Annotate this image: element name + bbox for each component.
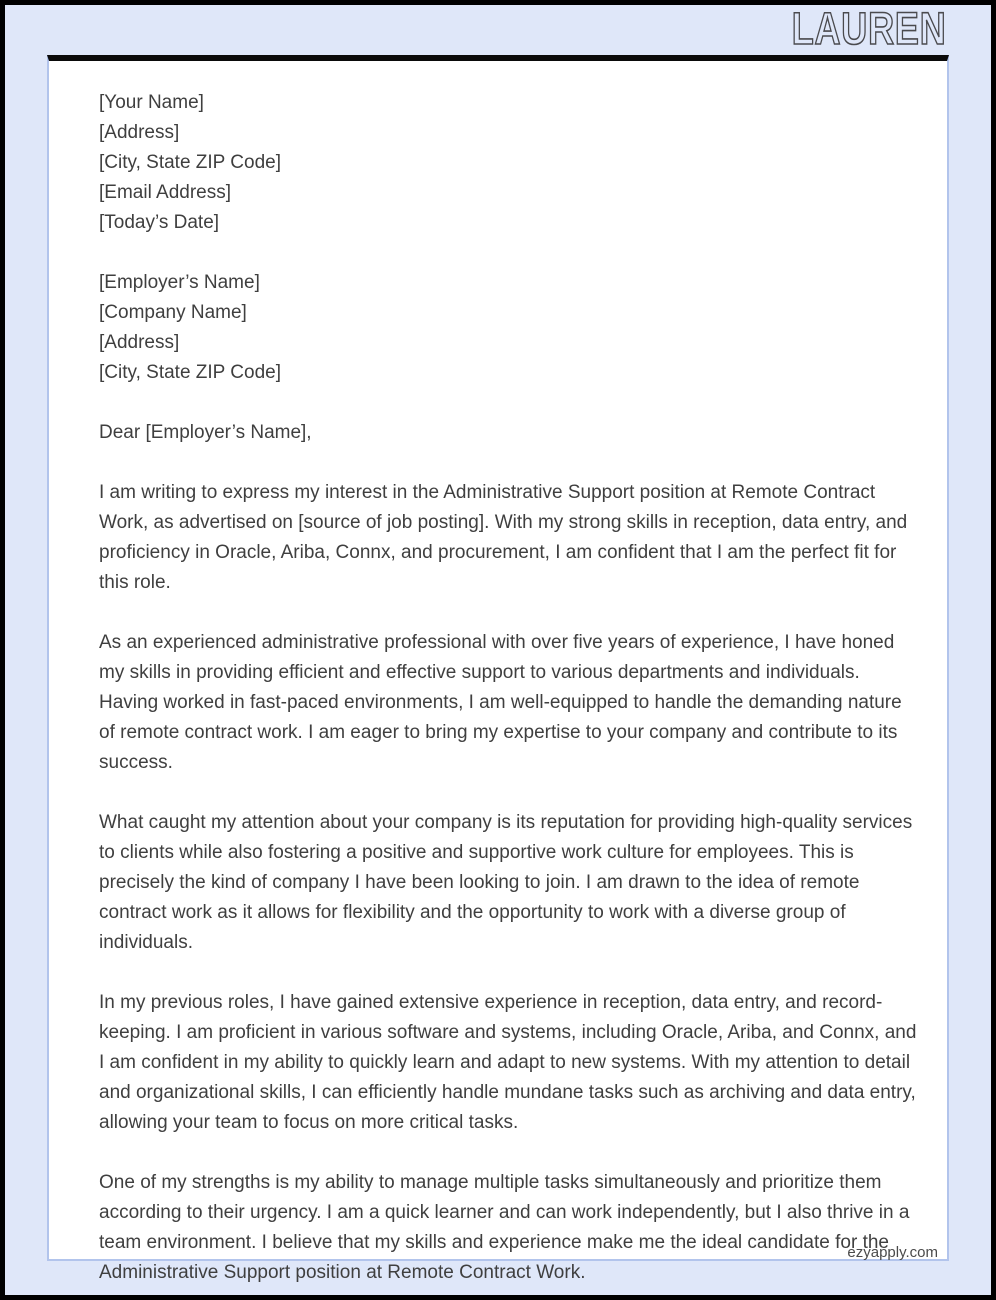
paragraph-experience: As an experienced administrative professional with over five years of experience, I have honed my skills in providing efficient and effective support to various departments and individuals. Having worked in fast-paced environments, I am well-equipped to handle the demanding nature of remote contract work. I am eager to bring my expertise to your company and contribute to its success. xyxy=(99,632,902,773)
sender-address: [Address] xyxy=(99,122,180,143)
recipient-name: [Employer’s Name] xyxy=(99,272,260,293)
watermark: ezyapply.com xyxy=(847,1244,938,1261)
brand-logo: LAUREN xyxy=(791,3,946,54)
paragraph-company-fit: What caught my attention about your company is its reputation for providing high-quality services to clients while also fostering a positive and supportive work culture for employees. This is precisely the kind of company I have been looking to join. I am drawn to the idea of remote contract work as it allows for flexibility and the opportunity to work with a diverse group of individuals. xyxy=(99,812,913,953)
recipient-address: [Address] xyxy=(99,332,180,353)
sender-date: [Today’s Date] xyxy=(99,212,220,233)
paragraph-strengths: One of my strengths is my ability to manage multiple tasks simultaneously and prioritize them according to their urgency. I am a quick learner and can work independently, but I also thrive in a team environment. I believe that my skills and experience make me the ideal candidate for the Administrative Support position at Remote Contract Work. xyxy=(99,1172,910,1283)
sender-city-state-zip: [City, State ZIP Code] xyxy=(99,152,281,173)
sender-name: [Your Name] xyxy=(99,92,204,113)
recipient-block xyxy=(99,268,917,388)
paragraph-intro: I am writing to express my interest in the Administrative Support position at Remote Contract Work, as advertised on [source of job posting]. With my strong skills in reception, data entry, and proficiency in Oracle, Ariba, Connx, and procurement, I am confident that I am the perfect fit for this role. xyxy=(99,482,908,593)
sender-email: [Email Address] xyxy=(99,182,231,203)
sender-block xyxy=(99,88,917,238)
salutation: Dear [Employer’s Name], xyxy=(99,422,312,443)
paragraph-skills: In my previous roles, I have gained extensive experience in reception, data entry, and record-keeping. I am proficient in various software and systems, including Oracle, Ariba, and Connx, and I am confident in my ability to quickly learn and adapt to new systems. With my attention to detail and organizational skills, I can efficiently handle mundane tasks such as archiving and data entry, allowing your team to focus on more critical tasks. xyxy=(99,992,917,1133)
recipient-company: [Company Name] xyxy=(99,302,247,323)
letter-content xyxy=(99,88,917,1288)
recipient-city-state-zip: [City, State ZIP Code] xyxy=(99,362,281,383)
